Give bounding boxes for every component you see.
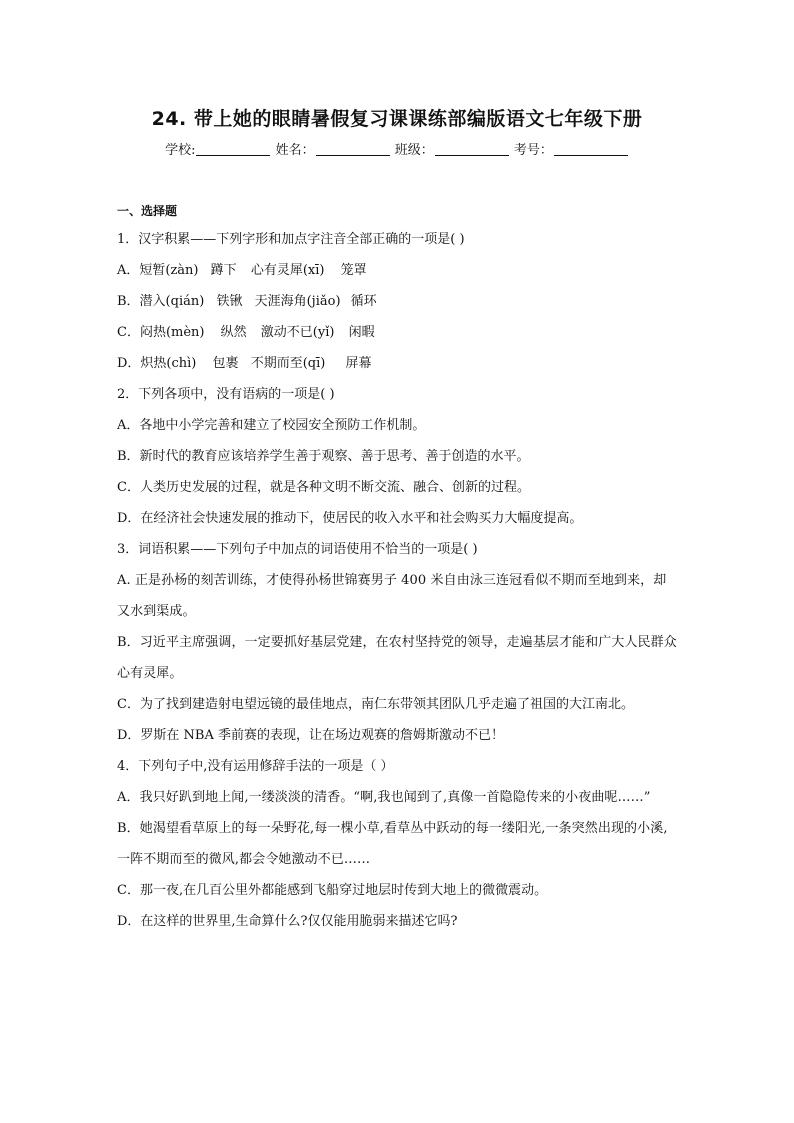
q2-option-d: D．在经济社会快速发展的推动下，使居民的收入水平和社会购买力大幅度提高。 — [117, 511, 583, 526]
q4-option-d: D．在这样的世界里,生命算什么?仅仅能用脆弱来描述它吗? — [117, 914, 458, 929]
name-label: 姓名： — [275, 143, 315, 158]
q1-d-item: D．炽热(chì) — [117, 356, 197, 371]
name-blank — [316, 143, 390, 156]
q2-option-a: A．各地中小学完善和建立了校园安全预防工作机制。 — [117, 418, 426, 433]
class-blank — [435, 143, 509, 156]
q1-d-item: 包裹 — [212, 356, 239, 371]
name-field — [276, 139, 391, 158]
q1-c-item: 纵然 — [220, 325, 247, 340]
q3-option-a: A. 正是孙杨的刻苦训练，才使得孙杨世锦赛男子 400 米自由泳三连冠看似不期而至地到来，却又水到渠成。 — [117, 573, 667, 619]
q3-option-d: D．罗斯在 NBA 季前赛的表现，让在场边观赛的詹姆斯激动不已！ — [117, 728, 505, 743]
q1-stem: 1．汉字积累——下列字形和加点字注音全部正确的一项是( ) — [117, 232, 465, 247]
q1-option-b — [117, 286, 677, 317]
q1-option-c — [117, 317, 677, 348]
q4-option-c: C．那一夜,在几百公里外都能感到飞船穿过地层时传到大地上的微微震动。 — [117, 883, 548, 898]
question-content — [117, 200, 677, 937]
student-info-row — [0, 139, 794, 158]
q3-option-c: C．为了找到建造射电望远镜的最佳地点，南仁东带领其团队几乎走遍了祖国的大江南北。 — [117, 697, 634, 712]
section-title: 一、选择题 — [117, 204, 178, 218]
q3-stem: 3．词语积累——下列句子中加点的词语使用不恰当的一项是( ) — [117, 542, 478, 557]
class-field — [395, 139, 510, 158]
q2-option-b: B．新时代的教育应该培养学生善于观察、善于思考、善于创造的水平。 — [117, 449, 530, 464]
q2-option-c: C．人类历史发展的过程，就是各种文明不断交流、融合、创新的过程。 — [117, 480, 530, 495]
q1-b-item: 天涯海角(jiǎo) — [254, 294, 341, 309]
q2-stem: 2．下列各项中，没有语病的一项是( ) — [117, 387, 335, 402]
q1-c-item: C．闷热(mèn) — [117, 325, 205, 340]
q3-option-b: B．习近平主席强调，一定要抓好基层党建，在农村坚持党的领导，走遍基层才能和广大人民群众心有灵犀。 — [117, 635, 677, 681]
q1-a-item: 蹲下 — [210, 263, 237, 278]
q1-a-item: A．短暂(zàn) — [117, 263, 199, 278]
exam-no-blank — [554, 143, 628, 156]
q1-b-item: 铁锹 — [216, 294, 243, 309]
exam-no-label: 考号： — [513, 143, 553, 158]
q4-option-a: A．我只好趴到地上闻,一缕淡淡的清香。“啊,我也闻到了,真像一首隐隐传来的小夜曲呢……” — [117, 790, 651, 805]
q1-d-item: 不期而至(qī) — [250, 356, 326, 371]
q1-option-d — [117, 348, 677, 379]
q1-c-item: 闲暇 — [348, 325, 375, 340]
class-label: 班级： — [394, 143, 434, 158]
q4-option-b: B．她渴望看草原上的每一朵野花,每一棵小草,看草丛中跃动的每一缕阳光,一条突然出现的小溪,一阵不期而至的微风,都会令她激动不已…… — [117, 821, 668, 867]
school-label: 学校: — [165, 143, 196, 158]
q1-c-item: 激动不已(yǐ) — [260, 325, 335, 340]
school-field — [165, 139, 271, 158]
exam-no-field — [514, 139, 629, 158]
q1-d-item: 屏幕 — [345, 356, 372, 371]
page-title: 24. 带上她的眼睛暑假复习课课练部编版语文七年级下册 — [151, 108, 643, 130]
q1-a-item: 笼罩 — [340, 263, 367, 278]
q1-b-item: 循环 — [350, 294, 377, 309]
q1-b-item: B．潜入(qián) — [117, 294, 205, 309]
q1-option-a — [117, 255, 677, 286]
q1-a-item: 心有灵犀(xī) — [250, 263, 325, 278]
school-blank — [196, 143, 270, 156]
q4-stem: 4．下列句子中,没有运用修辞手法的一项是（ ） — [117, 759, 394, 774]
